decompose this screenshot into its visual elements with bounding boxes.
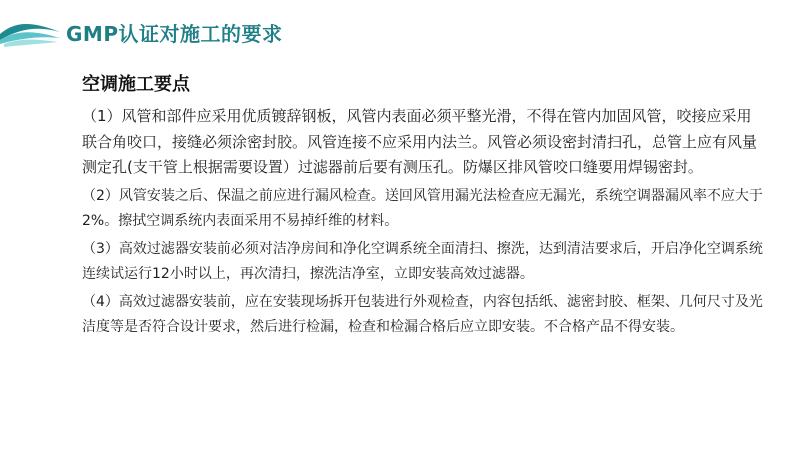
paragraph-4 <box>82 290 764 340</box>
paragraph-3 <box>82 237 764 287</box>
paragraph-1-marker: （1） <box>82 107 122 125</box>
paragraph-2-marker: （2） <box>82 187 119 204</box>
paragraph-4-marker: （4） <box>82 293 119 310</box>
paragraph-3-text: 高效过滤器安装前必须对洁净房间和净化空调系统全面清扫、擦洗，达到清洁要求后，开启净化空调系统连续试运行12小时以上，再次清扫，擦洗洁净室，立即安装高效过滤器。 <box>82 240 763 282</box>
wave-logo-icon <box>0 14 62 48</box>
paragraph-3-marker: （3） <box>82 240 119 257</box>
slide-title: GMP认证对施工的要求 <box>66 22 283 46</box>
content-area <box>82 72 764 340</box>
paragraph-1 <box>82 104 764 181</box>
paragraph-2-text: 风管安装之后、保温之前应进行漏风检查。送回风管用漏光法检查应无漏光，系统空调器漏风率不应大于2%。擦拭空调系统内表面采用不易掉纤维的材料。 <box>82 187 763 229</box>
paragraph-1-text: 风管和部件应采用优质镀辞钢板，风管内表面必须平整光滑，不得在管内加固风管，咬接应采用联合角咬口，接缝必须涂密封胶。风管连接不应采用内法兰。风管必须设密封清扫孔，总管上应有风量测定孔(支干管上根据需要设置）过滤器前后要有测压孔。防爆区排风管咬口缝要用焊锡密封。 <box>82 107 758 176</box>
paragraph-4-text: 高效过滤器安装前，应在安装现场拆开包装进行外观检查，内容包括纸、滤密封胶、框架、几何尺寸及光洁度等是否符合设计要求，然后进行检漏，检查和检漏合格后应立即安装。不合格产品不得安装。 <box>82 293 763 335</box>
section-title: 空调施工要点 <box>82 74 190 95</box>
paragraph-2 <box>82 184 764 234</box>
slide-header <box>0 0 800 60</box>
